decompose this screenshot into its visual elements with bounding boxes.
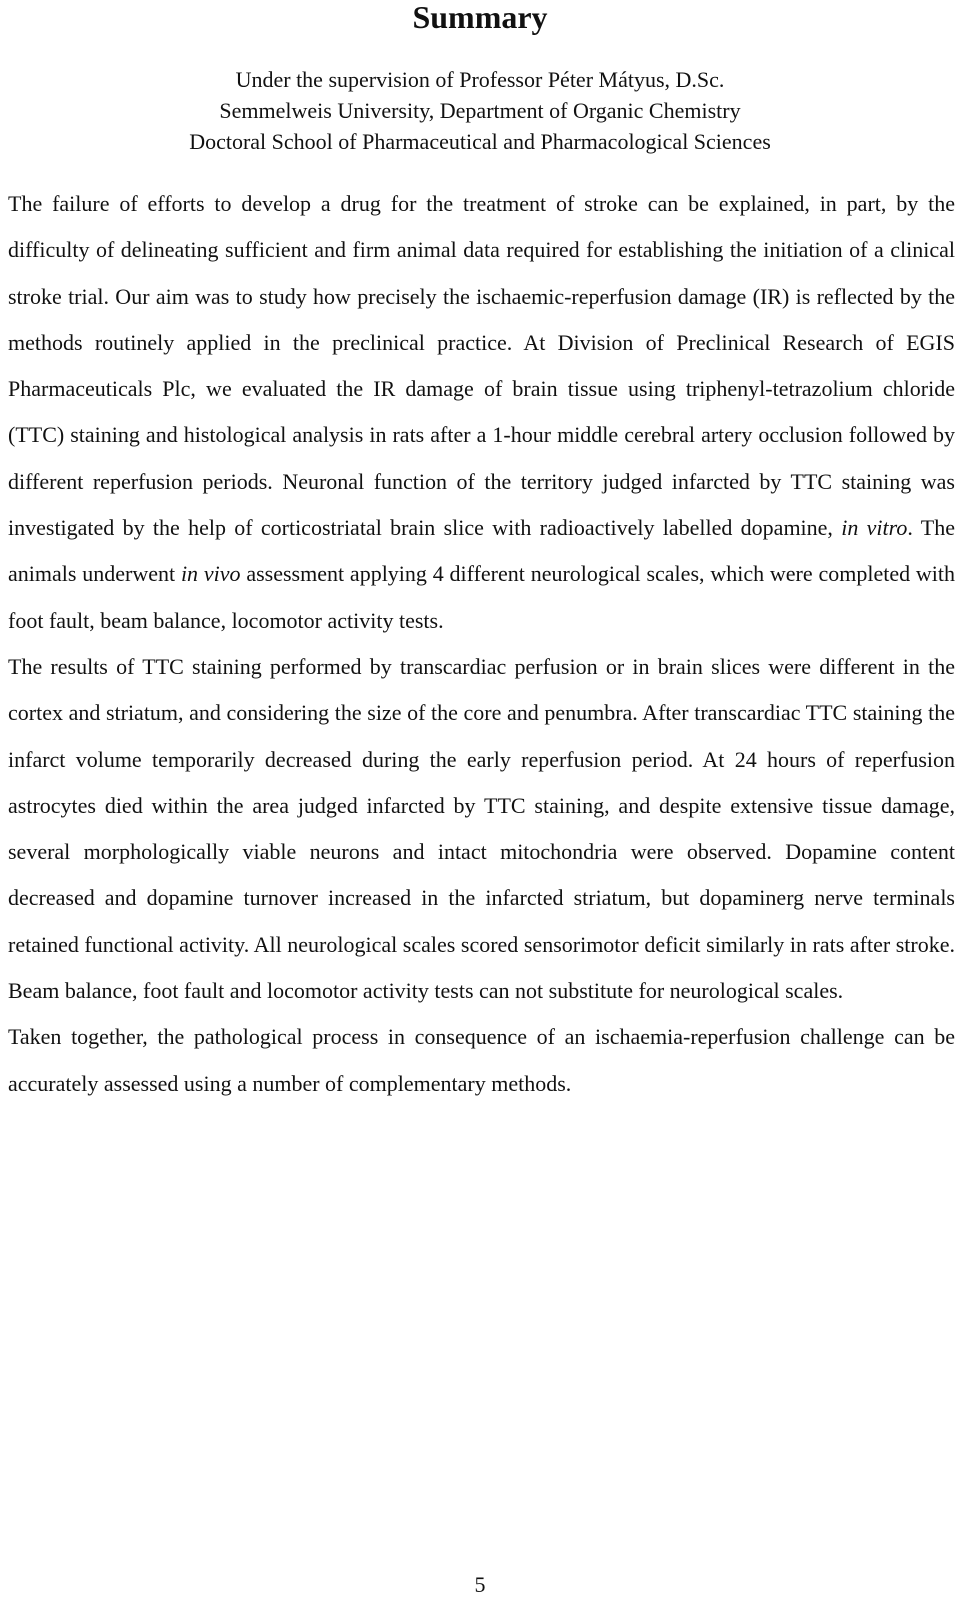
paragraph-conclusion: Taken together, the pathological process in consequence of an ischaemia-reperfusion challenge can be accurately assessed using a number of complementary methods. <box>8 1024 955 1096</box>
doctoral-school-line: Doctoral School of Pharmaceutical and Pharmacological Sciences <box>189 129 771 154</box>
university-line: Semmelweis University, Department of Organic Chemistry <box>219 98 741 123</box>
paragraph-methods-text-c: assessment applying 4 different neurological scales, which were completed with foot fault, beam balance, locomotor activity tests. <box>8 561 956 633</box>
supervision-line: Under the supervision of Professor Péter Mátyus, D.Sc. <box>235 67 725 92</box>
paragraph-methods-text-a: The failure of efforts to develop a drug for the treatment of stroke can be explained, in part, by the difficulty of delineating sufficient and firm animal data required for establishing the initiation of a clinical stroke trial. Our aim was to study how precisely the ischaemic-reperfusion damage (IR) is reflected by the methods routinely applied in the preclinical practice. At Division of Preclinical Research of EGIS Pharmaceuticals Plc, we evaluated the IR damage of brain tissue using triphenyl-tetrazolium chloride (TTC) staining and histological analysis in rats after a 1-hour middle cerebral artery occlusion followed by different reperfusion periods. Neuronal function of the territory judged infarcted by TTC staining was investigated by the help of corticostriatal brain slice with radioactively labelled dopamine, <box>8 191 955 541</box>
summary-body <box>8 181 955 1107</box>
thesis-header <box>0 64 960 157</box>
paragraph-methods <box>8 181 955 644</box>
paragraph-methods-text-b: . The animals underwent <box>8 515 955 587</box>
in-vivo-term: in vivo <box>180 561 241 587</box>
in-vitro-term: in vitro <box>841 515 908 541</box>
paragraph-results: The results of TTC staining performed by transcardiac perfusion or in brain slices were different in the cortex and striatum, and considering the size of the core and penumbra. After transcardiac TTC staining the infarct volume temporarily decreased during the early reperfusion period. At 24 hours of reperfusion astrocytes died within the area judged infarcted by TTC staining, and despite extensive tissue damage, several morphologically viable neurons and intact mitochondria were observed. Dopamine content decreased and dopamine turnover increased in the infarcted striatum, but dopaminerg nerve terminals retained functional activity. All neurological scales scored sensorimotor deficit similarly in rats after stroke. Beam balance, foot fault and locomotor activity tests can not substitute for neurological scales. <box>8 653 955 1004</box>
page-title: Summary <box>412 0 548 35</box>
page-number: 5 <box>474 1572 486 1597</box>
